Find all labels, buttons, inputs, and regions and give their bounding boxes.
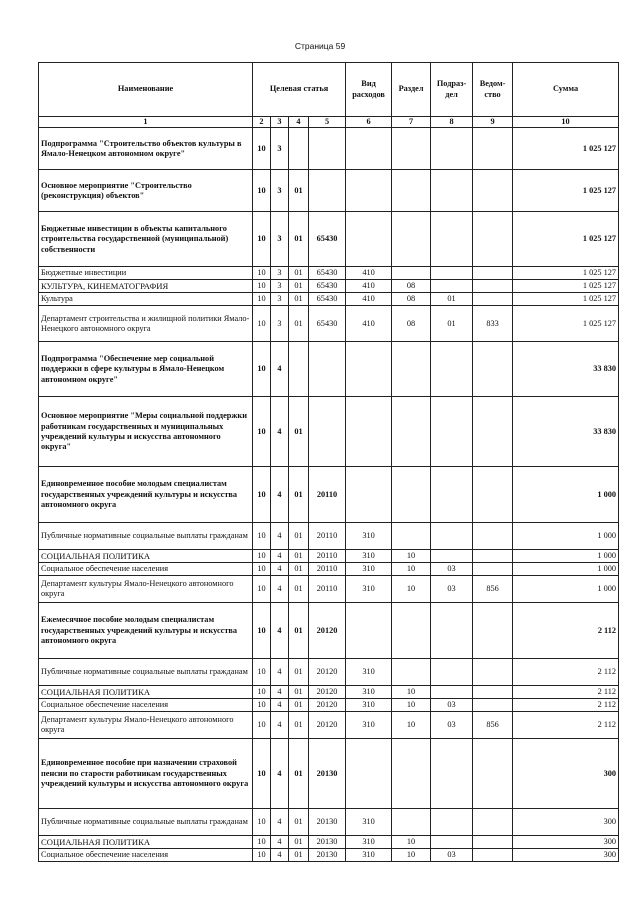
target-code-3-cell: 01 (289, 836, 309, 849)
sum-cell: 300 (513, 836, 619, 849)
header-expense-type: Вид расходов (346, 63, 392, 117)
department-code-cell (473, 170, 513, 212)
row-name-cell: Подпрограмма "Обеспечение мер социальной поддержки в сфере культуры в Ямало-Ненецком автономном округе" (39, 342, 253, 397)
table-row (39, 809, 619, 836)
expense-type-cell: 310 (346, 523, 392, 550)
target-code-3-cell: 01 (289, 467, 309, 523)
target-code-2-cell: 4 (271, 809, 289, 836)
department-code-cell (473, 397, 513, 467)
header-target-article: Целевая статья (253, 63, 346, 117)
expense-type-cell: 310 (346, 849, 392, 862)
department-code-cell (473, 467, 513, 523)
target-code-1-cell: 10 (253, 712, 271, 739)
sum-cell: 33 830 (513, 397, 619, 467)
department-code-cell (473, 293, 513, 306)
department-code-cell (473, 550, 513, 563)
target-code-4-cell: 20130 (309, 836, 346, 849)
target-code-4-cell: 20110 (309, 550, 346, 563)
department-code-cell (473, 686, 513, 699)
subsection-cell: 03 (431, 849, 473, 862)
subsection-cell (431, 659, 473, 686)
sum-cell: 1 025 127 (513, 212, 619, 267)
col-number: 8 (431, 117, 473, 128)
expense-type-cell (346, 739, 392, 809)
table-row (39, 267, 619, 280)
target-code-1-cell: 10 (253, 836, 271, 849)
department-code-cell (473, 267, 513, 280)
target-code-1-cell: 10 (253, 699, 271, 712)
subsection-cell (431, 212, 473, 267)
subsection-cell: 03 (431, 712, 473, 739)
target-code-2-cell: 4 (271, 686, 289, 699)
target-code-2-cell: 3 (271, 280, 289, 293)
expense-type-cell: 310 (346, 712, 392, 739)
row-name-cell: Бюджетные инвестиции (39, 267, 253, 280)
expense-type-cell: 410 (346, 267, 392, 280)
target-code-1-cell: 10 (253, 686, 271, 699)
row-name-cell: Социальное обеспечение населения (39, 699, 253, 712)
target-code-4-cell: 65430 (309, 293, 346, 306)
row-name-cell: Единовременное пособие при назначении страховой пенсии по старости работникам государственных учреждений культуры и искусства автономного округа (39, 739, 253, 809)
table-row (39, 576, 619, 603)
sum-cell: 300 (513, 809, 619, 836)
section-cell (392, 212, 431, 267)
sum-cell: 1 025 127 (513, 306, 619, 342)
row-name-cell: СОЦИАЛЬНАЯ ПОЛИТИКА (39, 686, 253, 699)
subsection-cell (431, 550, 473, 563)
department-code-cell: 833 (473, 306, 513, 342)
subsection-cell: 03 (431, 563, 473, 576)
target-code-2-cell: 4 (271, 523, 289, 550)
subsection-cell (431, 467, 473, 523)
sum-cell: 1 000 (513, 563, 619, 576)
header-sum: Сумма (513, 63, 619, 117)
target-code-1-cell: 10 (253, 306, 271, 342)
target-code-2-cell: 4 (271, 699, 289, 712)
col-number: 10 (513, 117, 619, 128)
target-code-3-cell (289, 342, 309, 397)
expense-type-cell (346, 170, 392, 212)
target-code-3-cell: 01 (289, 699, 309, 712)
expense-type-cell (346, 128, 392, 170)
table-row (39, 686, 619, 699)
target-code-2-cell: 4 (271, 563, 289, 576)
target-code-3-cell: 01 (289, 809, 309, 836)
sum-cell: 1 000 (513, 523, 619, 550)
subsection-cell (431, 280, 473, 293)
table-row (39, 293, 619, 306)
expense-type-cell (346, 603, 392, 659)
expense-type-cell: 310 (346, 659, 392, 686)
col-number: 5 (309, 117, 346, 128)
target-code-1-cell: 10 (253, 576, 271, 603)
row-name-cell: СОЦИАЛЬНАЯ ПОЛИТИКА (39, 550, 253, 563)
section-cell: 08 (392, 306, 431, 342)
target-code-1-cell: 10 (253, 659, 271, 686)
target-code-2-cell: 3 (271, 170, 289, 212)
section-cell (392, 267, 431, 280)
sum-cell: 33 830 (513, 342, 619, 397)
table-row (39, 550, 619, 563)
table-row (39, 467, 619, 523)
target-code-1-cell: 10 (253, 267, 271, 280)
sum-cell: 1 025 127 (513, 128, 619, 170)
target-code-3-cell: 01 (289, 306, 309, 342)
department-code-cell (473, 659, 513, 686)
sum-cell: 2 112 (513, 686, 619, 699)
expense-type-cell: 410 (346, 306, 392, 342)
department-code-cell: 856 (473, 712, 513, 739)
table-row (39, 397, 619, 467)
section-cell (392, 809, 431, 836)
row-name-cell: Подпрограмма "Строительство объектов культуры в Ямало-Ненецком автономном округе" (39, 128, 253, 170)
header-department: Ведом- ство (473, 63, 513, 117)
section-cell: 10 (392, 576, 431, 603)
department-code-cell (473, 342, 513, 397)
row-name-cell: Социальное обеспечение населения (39, 563, 253, 576)
target-code-3-cell: 01 (289, 212, 309, 267)
section-cell (392, 128, 431, 170)
target-code-4-cell: 65430 (309, 212, 346, 267)
row-name-cell: Бюджетные инвестиции в объекты капитального строительства государственной (муниципальной) собственности (39, 212, 253, 267)
target-code-1-cell: 10 (253, 563, 271, 576)
target-code-4-cell (309, 397, 346, 467)
section-cell: 08 (392, 280, 431, 293)
target-code-1-cell: 10 (253, 849, 271, 862)
target-code-4-cell: 20120 (309, 699, 346, 712)
target-code-4-cell: 20130 (309, 849, 346, 862)
target-code-1-cell: 10 (253, 523, 271, 550)
target-code-3-cell: 01 (289, 686, 309, 699)
expense-type-cell (346, 342, 392, 397)
expense-type-cell: 310 (346, 699, 392, 712)
target-code-4-cell (309, 342, 346, 397)
col-number: 9 (473, 117, 513, 128)
target-code-4-cell: 20130 (309, 739, 346, 809)
target-code-2-cell: 4 (271, 849, 289, 862)
column-number-row (39, 117, 619, 128)
table-row (39, 563, 619, 576)
table-row (39, 342, 619, 397)
target-code-4-cell: 65430 (309, 306, 346, 342)
target-code-4-cell: 65430 (309, 280, 346, 293)
expense-type-cell: 310 (346, 836, 392, 849)
target-code-4-cell: 20110 (309, 523, 346, 550)
target-code-4-cell: 20110 (309, 563, 346, 576)
table-row (39, 523, 619, 550)
header-section: Раздел (392, 63, 431, 117)
target-code-3-cell (289, 128, 309, 170)
target-code-1-cell: 10 (253, 739, 271, 809)
row-name-cell: Департамент строительства и жилищной политики Ямало-Ненецкого автономного округа (39, 306, 253, 342)
subsection-cell (431, 397, 473, 467)
subsection-cell (431, 128, 473, 170)
expense-type-cell: 310 (346, 809, 392, 836)
sum-cell: 1 000 (513, 576, 619, 603)
col-number: 1 (39, 117, 253, 128)
expense-type-cell: 410 (346, 293, 392, 306)
row-name-cell: Культура (39, 293, 253, 306)
subsection-cell (431, 267, 473, 280)
row-name-cell: СОЦИАЛЬНАЯ ПОЛИТИКА (39, 836, 253, 849)
expense-type-cell: 410 (346, 280, 392, 293)
subsection-cell: 03 (431, 576, 473, 603)
section-cell: 10 (392, 836, 431, 849)
target-code-2-cell: 4 (271, 659, 289, 686)
target-code-3-cell: 01 (289, 523, 309, 550)
target-code-4-cell (309, 170, 346, 212)
target-code-4-cell: 20130 (309, 809, 346, 836)
row-name-cell: Публичные нормативные социальные выплаты гражданам (39, 523, 253, 550)
subsection-cell (431, 809, 473, 836)
row-name-cell: Основное мероприятие "Меры социальной поддержки работникам государственных и муниципальных учреждений культуры и искусства автономного округа" (39, 397, 253, 467)
expense-type-cell (346, 467, 392, 523)
sum-cell: 300 (513, 739, 619, 809)
target-code-4-cell: 65430 (309, 267, 346, 280)
target-code-3-cell: 01 (289, 267, 309, 280)
section-cell (392, 397, 431, 467)
header-subsection: Подраз- дел (431, 63, 473, 117)
target-code-4-cell: 20120 (309, 659, 346, 686)
target-code-1-cell: 10 (253, 809, 271, 836)
table-row (39, 128, 619, 170)
table-row (39, 849, 619, 862)
table-row (39, 699, 619, 712)
sum-cell: 1 000 (513, 550, 619, 563)
department-code-cell (473, 212, 513, 267)
target-code-1-cell: 10 (253, 212, 271, 267)
department-code-cell (473, 563, 513, 576)
row-name-cell: Публичные нормативные социальные выплаты гражданам (39, 659, 253, 686)
sum-cell: 1 000 (513, 467, 619, 523)
row-name-cell: Основное мероприятие "Строительство (реконструкция) объектов" (39, 170, 253, 212)
target-code-2-cell: 4 (271, 712, 289, 739)
department-code-cell (473, 128, 513, 170)
sum-cell: 2 112 (513, 659, 619, 686)
section-cell: 08 (392, 293, 431, 306)
table-header-row (39, 63, 619, 117)
target-code-1-cell: 10 (253, 397, 271, 467)
department-code-cell (473, 836, 513, 849)
subsection-cell (431, 342, 473, 397)
subsection-cell (431, 170, 473, 212)
expense-type-cell: 310 (346, 686, 392, 699)
budget-table (38, 62, 619, 862)
target-code-3-cell: 01 (289, 712, 309, 739)
department-code-cell (473, 849, 513, 862)
target-code-4-cell: 20120 (309, 712, 346, 739)
target-code-1-cell: 10 (253, 467, 271, 523)
subsection-cell (431, 836, 473, 849)
col-number: 3 (271, 117, 289, 128)
target-code-2-cell: 4 (271, 836, 289, 849)
target-code-2-cell: 3 (271, 293, 289, 306)
table-row (39, 603, 619, 659)
sum-cell: 300 (513, 849, 619, 862)
row-name-cell: Департамент культуры Ямало-Ненецкого автономного округа (39, 576, 253, 603)
target-code-4-cell (309, 128, 346, 170)
sum-cell: 2 112 (513, 712, 619, 739)
subsection-cell (431, 523, 473, 550)
target-code-2-cell: 4 (271, 739, 289, 809)
section-cell: 10 (392, 699, 431, 712)
section-cell: 10 (392, 563, 431, 576)
department-code-cell (473, 739, 513, 809)
department-code-cell (473, 603, 513, 659)
section-cell: 10 (392, 686, 431, 699)
target-code-3-cell: 01 (289, 603, 309, 659)
table-row (39, 212, 619, 267)
target-code-2-cell: 4 (271, 342, 289, 397)
target-code-3-cell: 01 (289, 739, 309, 809)
table-row (39, 659, 619, 686)
department-code-cell (473, 699, 513, 712)
sum-cell: 1 025 127 (513, 293, 619, 306)
section-cell (392, 739, 431, 809)
target-code-4-cell: 20120 (309, 603, 346, 659)
table-row (39, 836, 619, 849)
sum-cell: 1 025 127 (513, 267, 619, 280)
table-row (39, 170, 619, 212)
department-code-cell (473, 280, 513, 293)
col-number: 6 (346, 117, 392, 128)
col-number: 7 (392, 117, 431, 128)
section-cell: 10 (392, 712, 431, 739)
target-code-2-cell: 4 (271, 467, 289, 523)
subsection-cell (431, 739, 473, 809)
row-name-cell: Ежемесячное пособие молодым специалистам государственных учреждений культуры и искусства автономного округа (39, 603, 253, 659)
target-code-1-cell: 10 (253, 128, 271, 170)
sum-cell: 2 112 (513, 603, 619, 659)
target-code-3-cell: 01 (289, 576, 309, 603)
target-code-2-cell: 3 (271, 128, 289, 170)
target-code-3-cell: 01 (289, 659, 309, 686)
department-code-cell (473, 809, 513, 836)
row-name-cell: Единовременное пособие молодым специалистам государственных учреждений культуры и искусства автономного округа (39, 467, 253, 523)
section-cell (392, 342, 431, 397)
target-code-4-cell: 20110 (309, 576, 346, 603)
target-code-3-cell: 01 (289, 849, 309, 862)
expense-type-cell: 310 (346, 563, 392, 576)
department-code-cell (473, 523, 513, 550)
subsection-cell: 01 (431, 306, 473, 342)
target-code-1-cell: 10 (253, 293, 271, 306)
row-name-cell: КУЛЬТУРА, КИНЕМАТОГРАФИЯ (39, 280, 253, 293)
target-code-3-cell: 01 (289, 550, 309, 563)
subsection-cell: 03 (431, 699, 473, 712)
target-code-2-cell: 4 (271, 397, 289, 467)
table-row (39, 280, 619, 293)
subsection-cell (431, 603, 473, 659)
target-code-2-cell: 4 (271, 576, 289, 603)
row-name-cell: Публичные нормативные социальные выплаты гражданам (39, 809, 253, 836)
target-code-3-cell: 01 (289, 397, 309, 467)
expense-type-cell: 310 (346, 550, 392, 563)
table-body (39, 128, 619, 862)
header-name: Наименование (39, 63, 253, 117)
section-cell (392, 603, 431, 659)
subsection-cell (431, 686, 473, 699)
target-code-4-cell: 20110 (309, 467, 346, 523)
section-cell: 10 (392, 550, 431, 563)
target-code-3-cell: 01 (289, 563, 309, 576)
expense-type-cell (346, 397, 392, 467)
section-cell: 10 (392, 849, 431, 862)
target-code-2-cell: 4 (271, 550, 289, 563)
target-code-2-cell: 3 (271, 212, 289, 267)
target-code-2-cell: 3 (271, 306, 289, 342)
section-cell (392, 467, 431, 523)
section-cell (392, 170, 431, 212)
section-cell (392, 659, 431, 686)
target-code-2-cell: 3 (271, 267, 289, 280)
target-code-1-cell: 10 (253, 550, 271, 563)
target-code-1-cell: 10 (253, 342, 271, 397)
col-number: 4 (289, 117, 309, 128)
sum-cell: 2 112 (513, 699, 619, 712)
row-name-cell: Департамент культуры Ямало-Ненецкого автономного округа (39, 712, 253, 739)
table-row (39, 739, 619, 809)
target-code-1-cell: 10 (253, 170, 271, 212)
row-name-cell: Социальное обеспечение населения (39, 849, 253, 862)
table-row (39, 306, 619, 342)
sum-cell: 1 025 127 (513, 280, 619, 293)
expense-type-cell: 310 (346, 576, 392, 603)
target-code-4-cell: 20120 (309, 686, 346, 699)
target-code-3-cell: 01 (289, 280, 309, 293)
table-row (39, 712, 619, 739)
department-code-cell: 856 (473, 576, 513, 603)
sum-cell: 1 025 127 (513, 170, 619, 212)
target-code-1-cell: 10 (253, 603, 271, 659)
subsection-cell: 01 (431, 293, 473, 306)
expense-type-cell (346, 212, 392, 267)
section-cell (392, 523, 431, 550)
target-code-3-cell: 01 (289, 170, 309, 212)
target-code-3-cell: 01 (289, 293, 309, 306)
page-number-label: Страница 59 (294, 41, 346, 51)
target-code-2-cell: 4 (271, 603, 289, 659)
col-number: 2 (253, 117, 271, 128)
target-code-1-cell: 10 (253, 280, 271, 293)
